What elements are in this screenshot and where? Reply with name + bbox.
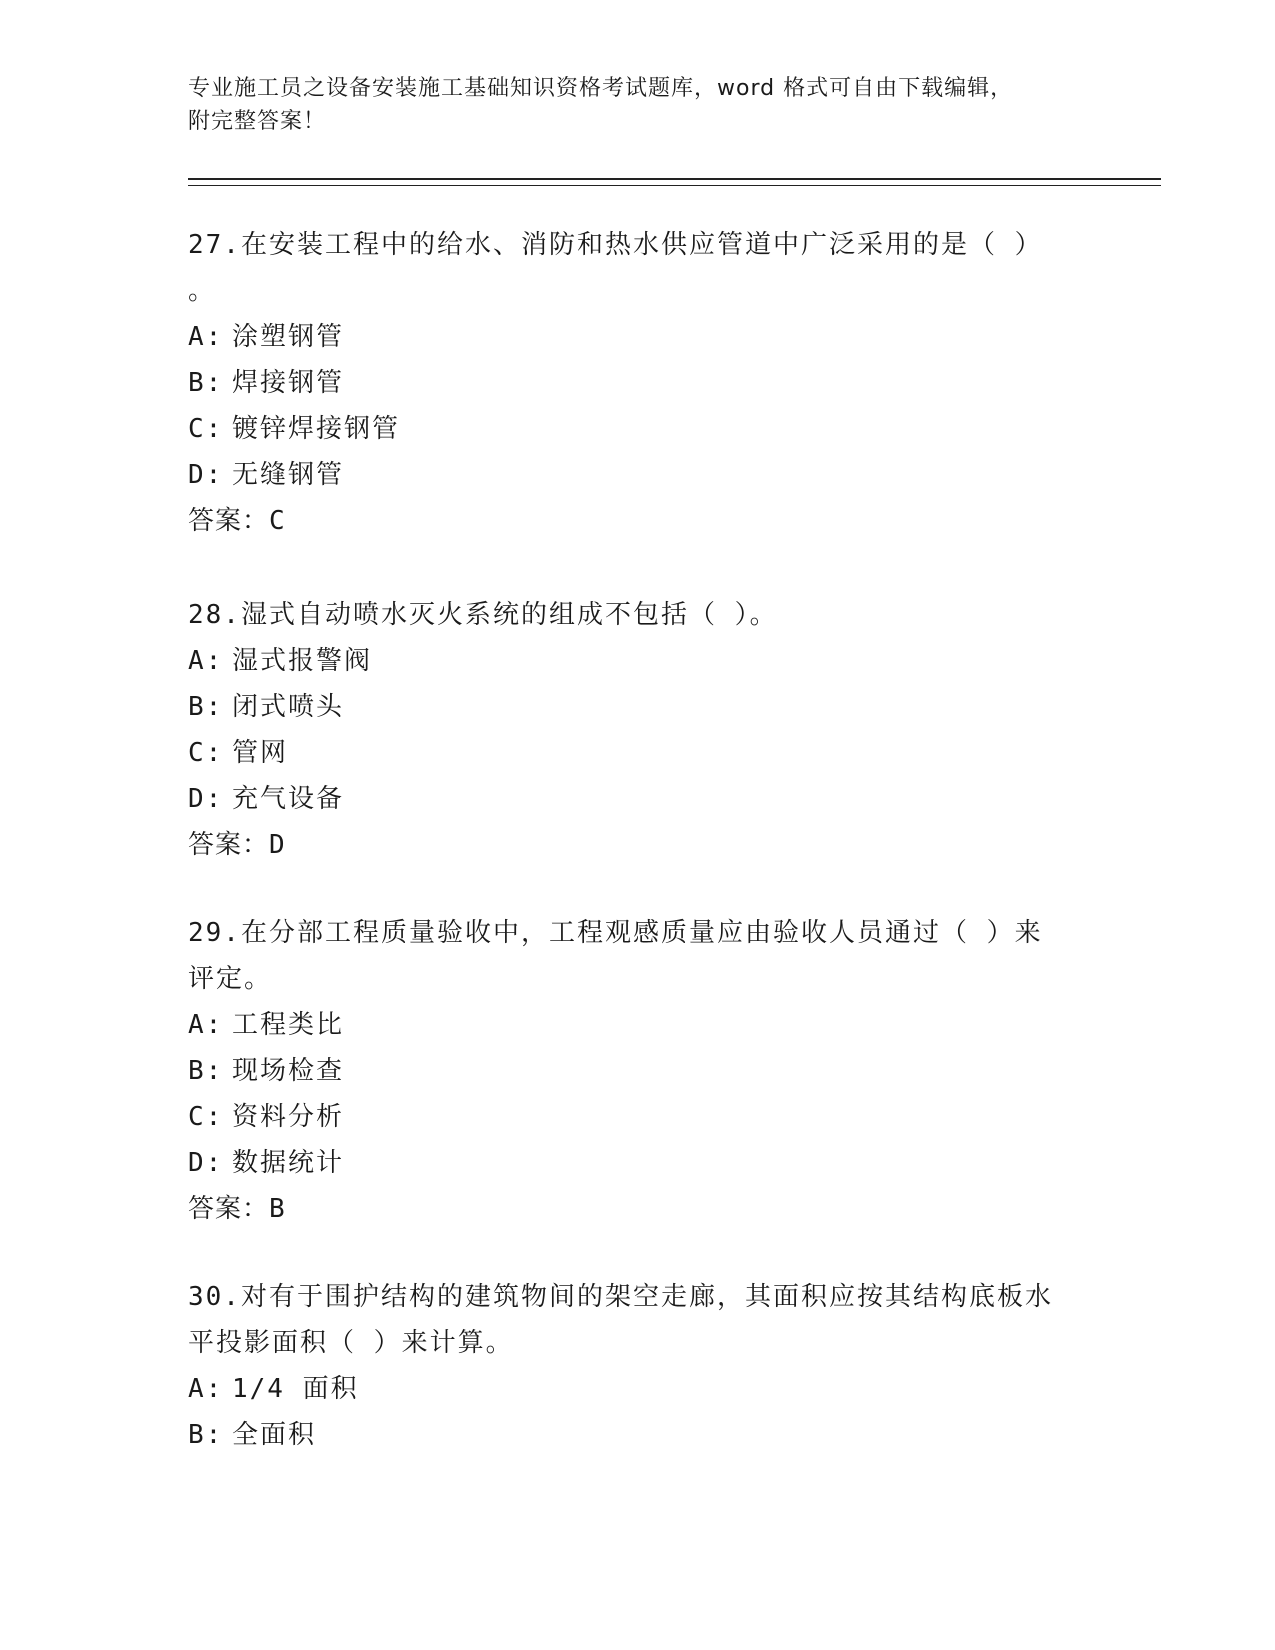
- question-28: [188, 592, 1088, 868]
- option-text: 焊接钢管: [232, 368, 345, 398]
- option-text: 无缝钢管: [232, 460, 345, 490]
- answer-value: D: [269, 830, 286, 860]
- option-text: 资料分析: [232, 1102, 345, 1132]
- question-29: [188, 910, 1088, 1232]
- option-key: A:: [188, 1010, 224, 1040]
- answer-line: [188, 822, 1088, 868]
- answer-value: C: [269, 506, 286, 536]
- option-key: A:: [188, 322, 224, 352]
- question-stem-line-1: 29.在分部工程质量验收中，工程观感质量应由验收人员通过（ ）来: [188, 918, 1043, 948]
- question-stem-line-2: 平投影面积（ ）来计算。: [188, 1328, 514, 1358]
- header-line-2: 附完整答案！: [188, 109, 327, 134]
- option-a: [188, 314, 1088, 360]
- option-text: 充气设备: [232, 784, 345, 814]
- question-30: [188, 1274, 1088, 1458]
- option-text: 工程类比: [232, 1010, 345, 1040]
- option-text: 管网: [232, 738, 289, 768]
- answer-value: B: [269, 1194, 286, 1224]
- option-key: D:: [188, 460, 224, 490]
- option-b: [188, 1048, 1088, 1094]
- option-text: 数据统计: [232, 1148, 345, 1178]
- option-text: 镀锌焊接钢管: [232, 414, 401, 444]
- option-key: B:: [188, 1056, 224, 1086]
- answer-line: [188, 1186, 1088, 1232]
- option-key: B:: [188, 1420, 224, 1450]
- option-key: C:: [188, 1102, 224, 1132]
- question-stem-line-1: 28.湿式自动喷水灭火系统的组成不包括（ ）。: [188, 600, 778, 630]
- option-a: [188, 638, 1088, 684]
- option-key: A:: [188, 1374, 224, 1404]
- question-stem-line-1: 30.对有于围护结构的建筑物间的架空走廊，其面积应按其结构底板水: [188, 1282, 1053, 1312]
- question-stem-line-1: 27.在安装工程中的给水、消防和热水供应管道中广泛采用的是（ ）: [188, 230, 1043, 260]
- question-27: [188, 222, 1088, 544]
- option-c: [188, 406, 1088, 452]
- option-key: D:: [188, 784, 224, 814]
- option-a: [188, 1366, 1088, 1412]
- answer-line: [188, 498, 1088, 544]
- option-c: [188, 730, 1088, 776]
- option-a: [188, 1002, 1088, 1048]
- option-text: 涂塑钢管: [232, 322, 345, 352]
- document-header: [188, 72, 1088, 138]
- question-stem-line-2: 评定。: [188, 964, 273, 994]
- option-text: 现场检查: [232, 1056, 345, 1086]
- option-key: B:: [188, 368, 224, 398]
- option-text: 全面积: [232, 1420, 317, 1450]
- option-d: [188, 452, 1088, 498]
- option-b: [188, 360, 1088, 406]
- option-key: B:: [188, 692, 224, 722]
- option-text: 湿式报警阀: [232, 646, 373, 676]
- header-line-1: 专业施工员之设备安装施工基础知识资格考试题库，word 格式可自由下载编辑，: [188, 76, 1014, 101]
- option-text: 闭式喷头: [232, 692, 345, 722]
- option-d: [188, 776, 1088, 822]
- answer-label: 答案：: [188, 1194, 270, 1224]
- option-text: 1/4 面积: [232, 1374, 359, 1404]
- option-key: C:: [188, 738, 224, 768]
- option-key: C:: [188, 414, 224, 444]
- answer-label: 答案：: [188, 830, 270, 860]
- answer-label: 答案：: [188, 506, 270, 536]
- option-b: [188, 684, 1088, 730]
- option-b: [188, 1412, 1088, 1458]
- option-d: [188, 1140, 1088, 1186]
- header-divider: [188, 178, 1161, 186]
- option-key: A:: [188, 646, 224, 676]
- option-c: [188, 1094, 1088, 1140]
- option-key: D:: [188, 1148, 224, 1178]
- question-stem-line-2: 。: [188, 276, 217, 306]
